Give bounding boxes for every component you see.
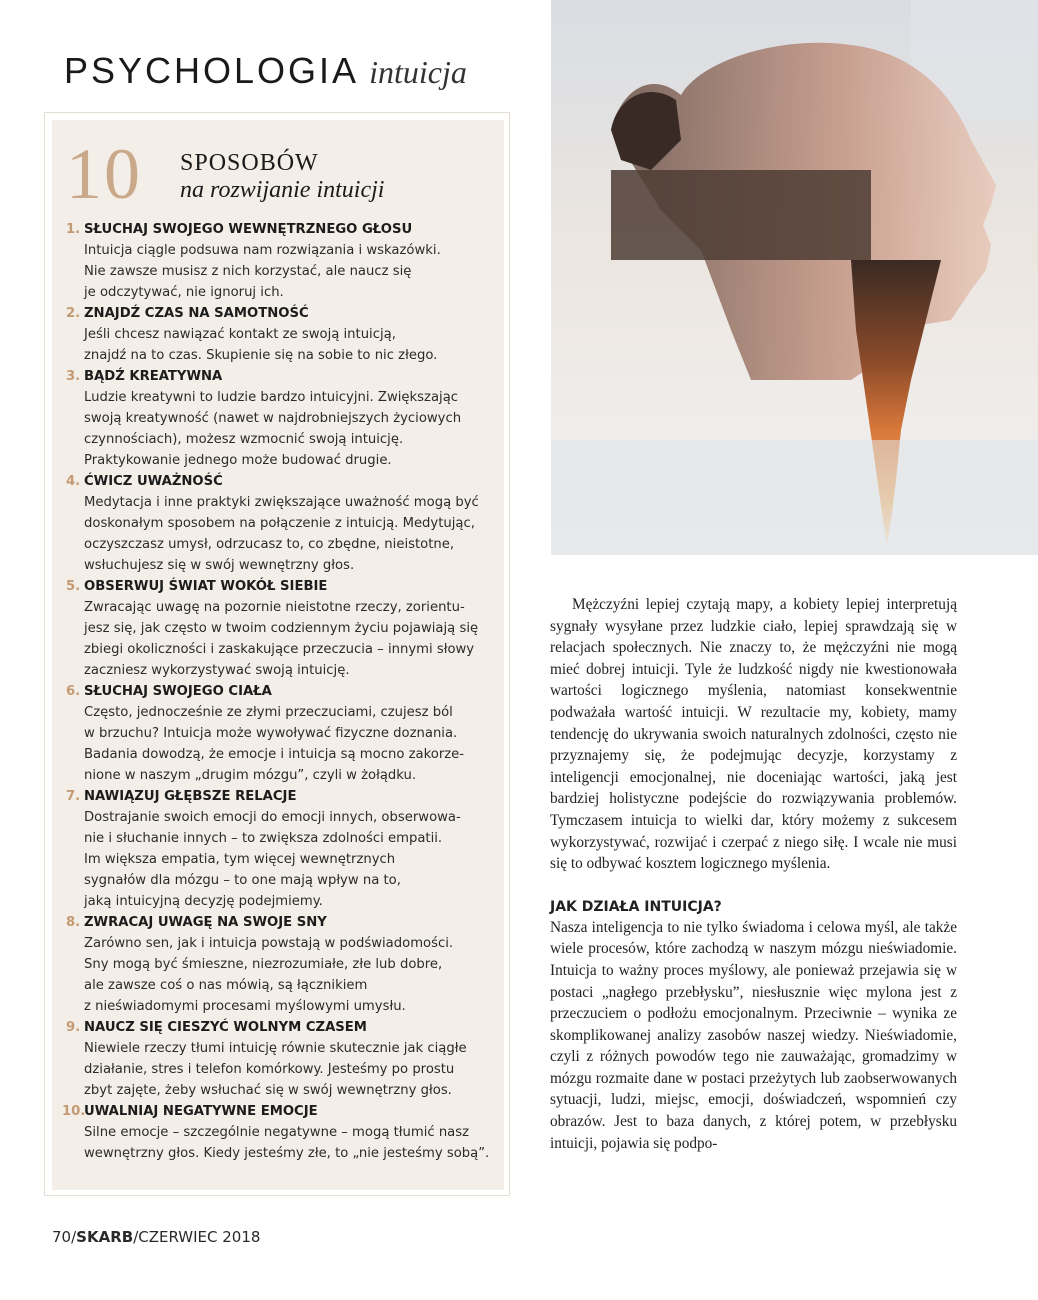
list-item [66, 1017, 496, 1101]
item-title: NAWIĄZUJ GŁĘBSZE RELACJE [84, 789, 297, 804]
item-title: SŁUCHAJ SWOJEGO WEWNĘTRZNEGO GŁOSU [84, 222, 413, 237]
item-title: ĆWICZ UWAŻNOŚĆ [84, 474, 223, 489]
list-item [66, 366, 496, 471]
section-title [64, 50, 467, 92]
article-paragraph: Mężczyźni lepiej czytają mapy, a kobiety lepiej interpretują sygnały wysyłane przez ludzkie ciało, lepiej sprawdzają się w relacjach społecznych. Nie znaczy to, że mężczyźni nie mogą mieć dobrej intuicji. Tyle że ludzkość nigdy nie kwestionowała wartości logicznego myślenia, natomiast konsekwentnie podważała wartość intuicji. W rezultacie my, kobiety, mamy tendencję do ukrywania swoich naturalnych zdolności, często nie przyznajemy się, że podejmując decyzje, korzystamy z inteligencji emocjonalnej, nie doceniając wartości, jaką jest bardziej holistyczne podejście do rozwiązywania problemów. Tymczasem intuicja to wielki dar, który możemy z sukcesem wykorzystywać, rozwijać i czerpać z niego siłę. I wcale nie musi się to odbywać kosztem logicznego myślenia. [550, 596, 957, 873]
item-description: Medytacja i inne praktyki zwiększające uważność mogą być doskonałym sposobem na połączenie z intuicją. Medytując, oczyszczasz umysł, odrzucasz to, co zbędne, nieistotne, wsłuchujesz się w swój wewnętrzny głos. [84, 495, 479, 573]
item-description: Niewiele rzeczy tłumi intuicję równie skutecznie jak ciągłe działanie, stres i telefon komórkowy. Jesteśmy po prostu zbyt zajęte, żeby wsłuchać się w swój wewnętrzny głos. [84, 1041, 467, 1098]
box-number: 10 [66, 134, 142, 214]
item-description: Dostrajanie swoich emocji do emocji innych, obserwowa- nie i słuchanie innych – to zwiększa zdolności empatii. Im większa empatia, tym więcej wewnętrznych sygnałów dla mózgu – to one mają wpływ na to, jaką intuicyjną decyzję podejmiemy. [84, 810, 461, 909]
woman-profile-city-illustration [551, 0, 1038, 555]
article-body [550, 594, 957, 1154]
list-item [62, 1101, 496, 1164]
item-number: 3. [66, 369, 81, 384]
list-item [66, 576, 496, 681]
tips-list [62, 219, 496, 1164]
item-description: Ludzie kreatywni to ludzie bardzo intuicyjni. Zwiększając swoją kreatywność (nawet w najdrobniejszych życiowych czynnościach), możesz wzmocnić swoją intuicję. Praktykowanie jednego może budować drugie. [84, 390, 462, 468]
item-title: UWALNIAJ NEGATYWNE EMOCJE [84, 1104, 318, 1119]
item-description: Zwracając uwagę na pozornie nieistotne rzeczy, zorientu- jesz się, jak często w twoim codziennym życiu pojawiają się zbiegi okoliczności i zaskakujące przeczucia – innymi słowy zaczniesz wykorzystywać swoją intuicję. [84, 600, 479, 678]
page-number: 70 [52, 1228, 72, 1246]
magazine-name: SKARB [76, 1228, 134, 1246]
item-description: Silne emocje – szczególnie negatywne – mogą tłumić nasz wewnętrzny głos. Kiedy jesteśmy złe, to „nie jesteśmy sobą”. [84, 1125, 490, 1161]
section-subtitle: intuicja [369, 54, 467, 90]
list-item [66, 681, 496, 786]
item-description: Zarówno sen, jak i intuicja powstają w podświadomości. Sny mogą być śmieszne, niezrozumiałe, złe lub dobre, ale zawsze coś o nas mówią, są łącznikiem z nieświadomymi procesami myślowymi umysłu. [84, 936, 454, 1014]
item-title: ZNAJDŹ CZAS NA SAMOTNOŚĆ [84, 306, 309, 321]
item-number: 7. [66, 789, 81, 804]
article-photo [551, 0, 1038, 555]
item-number: 8. [66, 915, 81, 930]
distant-city [551, 440, 1038, 555]
item-number: 5. [66, 579, 81, 594]
footer-separator: / [133, 1228, 139, 1246]
item-number: 10. [62, 1104, 86, 1119]
item-title: NAUCZ SIĘ CIESZYĆ WOLNYM CZASEM [84, 1020, 367, 1035]
list-item [66, 786, 496, 912]
item-title: ZWRACAJ UWAGĘ NA SWOJE SNY [84, 915, 327, 930]
item-number: 6. [66, 684, 81, 699]
item-number: 2. [66, 306, 81, 321]
item-description: Często, jednocześnie ze złymi przeczuciami, czujesz ból w brzuchu? Intuicja może wywoływać fizyczne doznania. Badania dowodzą, że emocje i intuicja są mocno zakorze- nione w naszym „drugim mózgu”, czyli w żołądku. [84, 705, 465, 783]
item-description: Intuicja ciągle podsuwa nam rozwiązania i wskazówki. Nie zawsze musisz z nich korzystać, ale naucz się je odczytywać, nie ignoruj ich. [84, 243, 441, 300]
box-heading [180, 150, 384, 204]
city-buildings [611, 170, 871, 260]
list-item [66, 912, 496, 1017]
issue-date: CZERWIEC 2018 [138, 1228, 261, 1246]
page-footer [52, 1228, 260, 1246]
item-number: 4. [66, 474, 81, 489]
box-heading-line2: na rozwijanie intuicji [180, 177, 385, 203]
item-number: 1. [66, 222, 81, 237]
item-title: SŁUCHAJ SWOJEGO CIAŁA [84, 684, 272, 699]
item-number: 9. [66, 1020, 81, 1035]
list-item [66, 219, 496, 303]
item-title: BĄDŹ KREATYWNA [84, 369, 223, 384]
box-heading-line1: SPOSOBÓW [180, 150, 319, 176]
list-item [66, 303, 496, 366]
item-title: OBSERWUJ ŚWIAT WOKÓŁ SIEBIE [84, 579, 328, 594]
article-subheading: JAK DZIAŁA INTUICJA? [550, 898, 722, 915]
item-description: Jeśli chcesz nawiązać kontakt ze swoją intuicją, znajdź na to czas. Skupienie się na sobie to nic złego. [84, 327, 438, 363]
list-item [66, 471, 496, 576]
footer-separator: / [71, 1228, 77, 1246]
article-paragraph: Nasza inteligencja to nie tylko świadoma i celowa myśl, ale także wiele procesów, które zachodzą w naszym mózgu nieświadomie. Intuicja to ważny proces myślowy, ale ponieważ przejawia się w postaci „nagłego przebłysku”, niesłusznie więc mylona jest z przeczuciem o podłożu emocjonalnym. Przeciwnie – wynika ze skomplikowanej analizy zasobów naszej wiedzy. Nieświadomie, czyli z różnych powodów tego nie zauważając, gromadzimy w mózgu rozmaite dane w postaci przeżytych lub zaobserwowanych sytuacji, ludzi, miejsc, emocji, doświadczeń, wspomnień czy obrazów. Jest to baza danych, z której potem, w przebłysku intuicji, pojawia się podpo- [550, 918, 957, 1152]
section-name: PSYCHOLOGIA [64, 50, 360, 91]
